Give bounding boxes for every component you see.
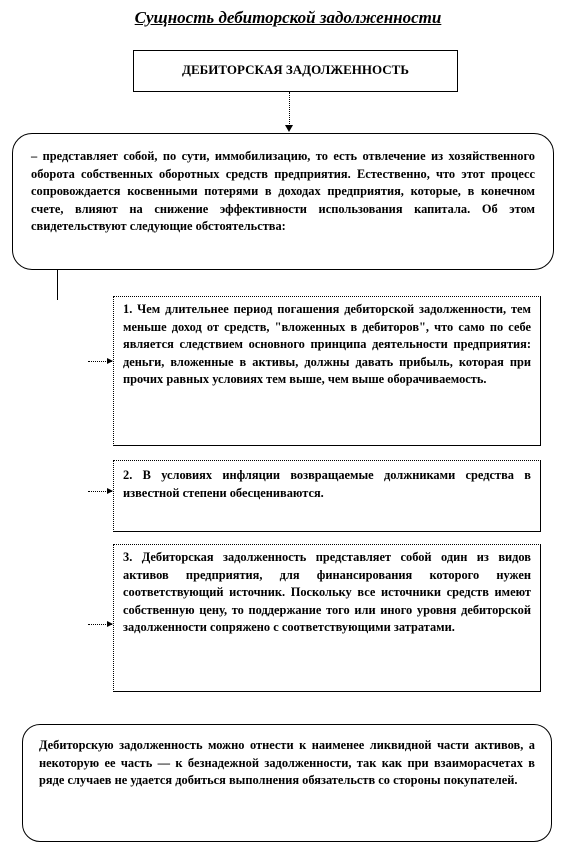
item-box-1: 1. Чем длительнее период погашения дебиторской задолженности, тем меньше доход от средств, "вложенных в дебиторов", что само по себе является следствием основного принципа деятельности предприятия: деньги, вложенные в активы, должны давать прибыль, которая при прочих равных условиях тем выше, чем выше оборачиваемость. — [113, 296, 541, 446]
page-title: Сущность дебиторской задолженности — [134, 8, 442, 27]
arrow-right-icon — [88, 361, 112, 362]
arrow-down-icon — [285, 125, 293, 132]
header-box: ДЕБИТОРСКАЯ ЗАДОЛЖЕННОСТЬ — [133, 50, 458, 92]
arrow-right-icon — [88, 491, 112, 492]
connector-vertical — [57, 270, 58, 300]
item-box-2: 2. В условиях инфляции возвращаемые должниками средства в известной степени обесцениваются. — [113, 460, 541, 532]
connector-dotted-down — [289, 92, 290, 126]
definition-box: – представляет собой, по сути, иммобилизацию, то есть отвлечение из хозяйственного оборота собственных оборотных средств предприятия. Естественно, что этот процесс сопровождается косвенными потерями в доходах предприятия, которые, в конечном счете, влияют на снижение эффективности использования капитала. Об этом свидетельствуют следующие обстоятельства: — [12, 133, 554, 270]
conclusion-box: Дебиторскую задолженность можно отнести к наименее ликвидной части активов, а некоторую ее часть — к безнадежной задолженности, так как при взаиморасчетах в ряде случаев не удается добиться выполнения обязательств со стороны покупателей. — [22, 724, 552, 842]
arrow-right-icon — [88, 624, 112, 625]
item-box-3: 3. Дебиторская задолженность представляет собой один из видов активов предприятия, для финансирования которого нужен соответствующий источник. Поскольку все источники средств имеют собственную цену, то поддержание того или иного уровня дебиторской задолженности сопряжено с соответствующими затратами. — [113, 544, 541, 692]
